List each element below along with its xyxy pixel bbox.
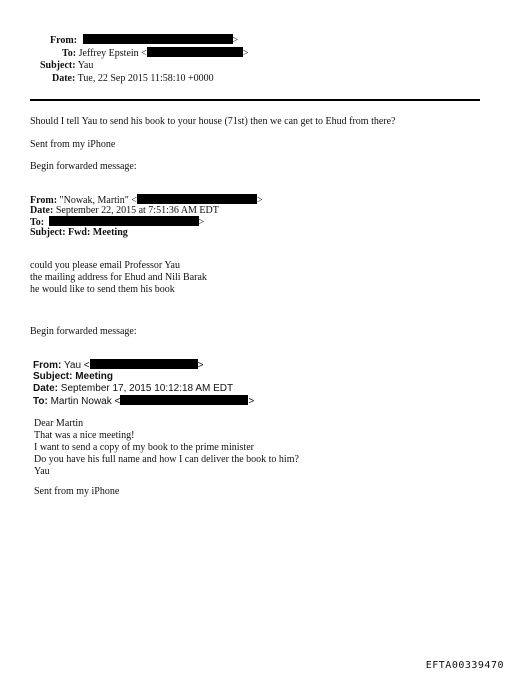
date-label: Date: [30,205,54,216]
to-suffix: > [198,217,205,228]
to-suffix: > [248,396,255,407]
from-value: "Nowak, Martin" < [59,195,137,206]
header-divider [30,99,480,101]
redacted-block [49,216,199,226]
date-value: September 17, 2015 10:12:18 AM EDT [60,383,234,394]
from-label: From: [33,360,62,371]
date-label: Date: [52,73,76,84]
fwd2-subject-row [33,371,113,383]
signature: Sent from my iPhone [30,139,116,150]
redacted-block [90,359,198,369]
to-value: Martin Nowak < [50,396,121,407]
from-label: From: [50,35,78,46]
forwarded-message-label: Begin forwarded message: [30,326,137,337]
fwd1-body-line: he would like to send them his book [30,284,175,295]
fwd2-date-row [33,383,233,395]
header-to-row [62,47,248,60]
header-from-row [50,34,238,47]
subject-label: Subject: [40,60,76,71]
from-label: From: [30,195,58,206]
from-suffix: > [256,195,263,206]
fwd2-body-line: I want to send a copy of my book to the prime minister [34,442,254,453]
date-value: Tue, 22 Sep 2015 11:58:10 +0000 [77,73,214,84]
redacted-block [137,194,257,204]
forwarded-message-label: Begin forwarded message: [30,161,137,172]
fwd2-body-line: Dear Martin [34,418,84,429]
subject-label: Subject: Meeting [33,371,114,382]
fwd2-body-line: Yau [34,466,50,477]
to-label: To: [30,217,45,228]
fwd1-body-line: the mailing address for Ehud and Nili Barak [30,272,207,283]
from-suffix: > [197,360,204,371]
header-subject-row [40,60,93,72]
to-label: To: [62,48,77,59]
to-label: To: [33,396,48,407]
subject-value: Yau [77,60,94,71]
document-id: EFTA00339470 [425,660,504,671]
header-date-row [52,73,214,85]
date-label: Date: [33,383,59,394]
fwd1-body-line: could you please email Professor Yau [30,260,180,271]
message-text: Should I tell Yau to send his book to your house (71st) then we can get to Ehud from there? [30,116,396,127]
signature: Sent from my iPhone [34,486,120,497]
redacted-block [120,395,248,405]
fwd1-subject-row [30,227,128,239]
fwd2-body-line: That was a nice meeting! [34,430,135,441]
to-value: Jeffrey Epstein < [78,48,147,59]
subject-label: Subject: Fwd: Meeting [30,227,128,238]
from-value: Yau < [63,360,90,371]
redacted-block [83,34,233,44]
fwd2-body-line: Do you have his full name and how I can deliver the book to him? [34,454,299,465]
from-suffix: > [232,35,239,46]
redacted-block [147,47,243,57]
fwd2-to-row [33,395,254,408]
date-value: September 22, 2015 at 7:51:36 AM EDT [55,205,219,216]
to-suffix: > [242,48,249,59]
